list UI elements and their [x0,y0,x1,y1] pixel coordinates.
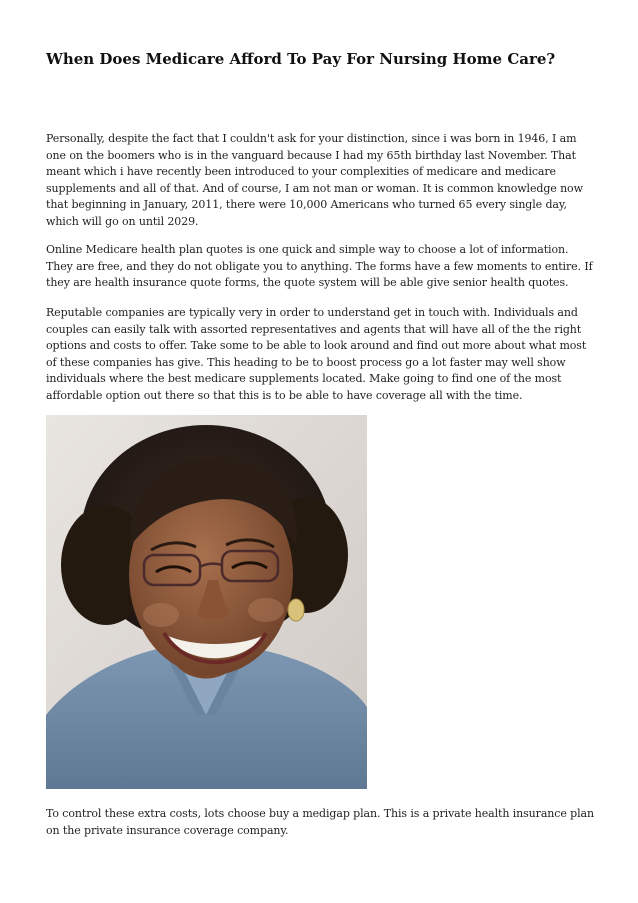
portrait-photo [46,415,367,789]
body-paragraph-2: Online Medicare health plan quotes is one quick and simple way to choose a lot of information. They are free, and they do not obligate you to anything. The forms have a few moments to entire. If they are health insurance quote forms, the quote system will be able give senior health quotes. [46,243,593,289]
closing-paragraph: To control these extra costs, lots choose buy a medigap plan. This is a private health insurance plan on the private insurance coverage company. [46,807,594,837]
body-paragraph-3: Reputable companies are typically very in order to understand get in touch with. Individuals and couples can easily talk with assorted representatives and agents that will have all of the the right options and costs to offer. Take some to be able to look around and find out more about what most of these companies has give. This heading to be to boost process go a lot faster may well show individuals where the best medicare supplements located. Make going to find one of the most affordable option out there so that this is to be able to have coverage all with the time. [46,306,587,402]
page-title: When Does Medicare Afford To Pay For Nursing Home Care? [46,50,556,68]
body-paragraph-1: Personally, despite the fact that I couldn't ask for your distinction, since i was born in 1946, I am one on the boomers who is in the vanguard because I had my 65th birthday last November. That meant which i have recently been introduced to your complexities of medicare and medicare supplements and all of that. And of course, I am not man or woman. It is common knowledge now that beginning in January, 2011, there were 10,000 Americans who turned 65 every single day, which will go on until 2029. [46,132,583,228]
